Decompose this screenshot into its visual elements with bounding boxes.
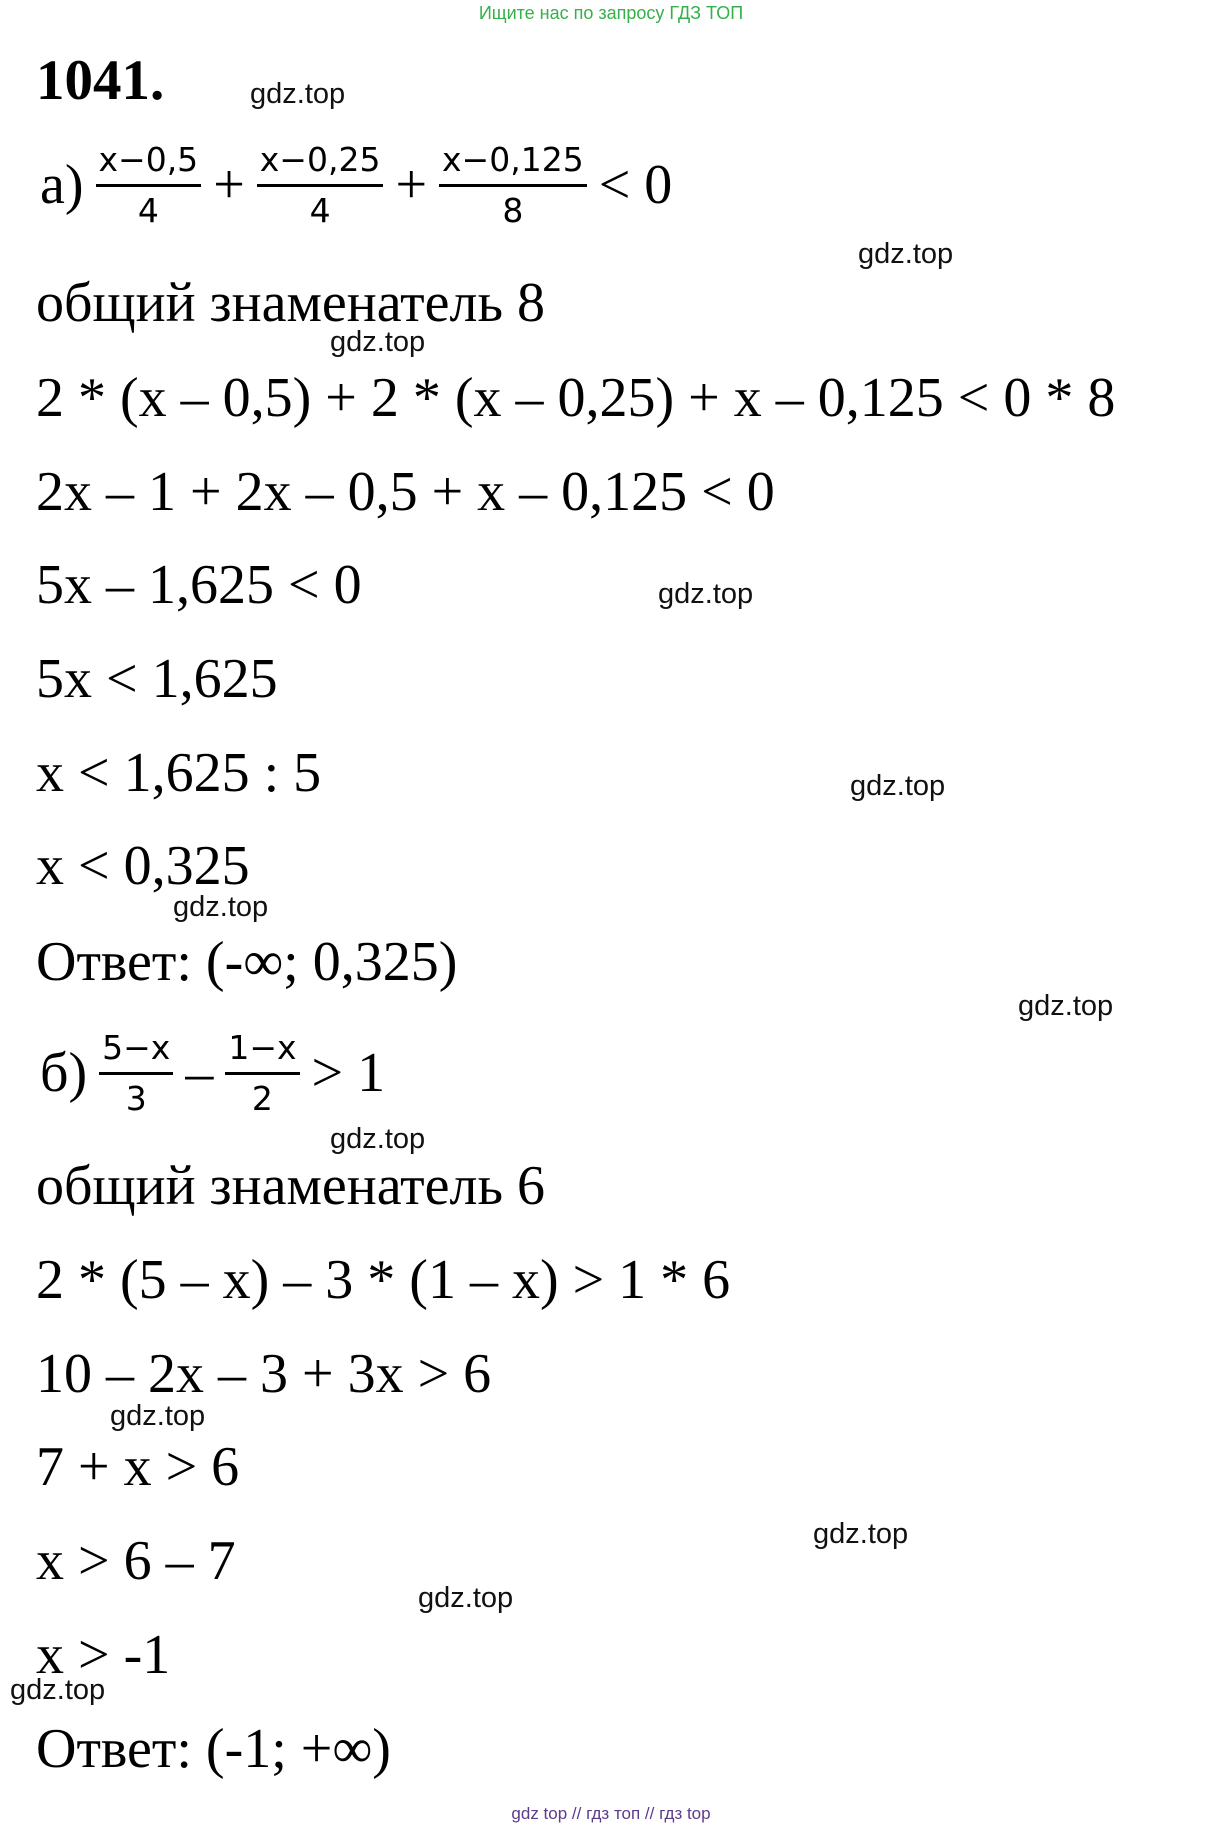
watermark: gdz.top — [110, 1400, 206, 1432]
step-line: x > -1 — [36, 1624, 171, 1686]
step-line: общий знаменатель 6 — [36, 1155, 545, 1217]
part-b-inequality — [36, 1028, 389, 1118]
fraction — [257, 140, 384, 230]
step-line: 7 + x > 6 — [36, 1436, 240, 1498]
step-line: x < 0,325 — [36, 835, 250, 897]
denominator: 4 — [137, 190, 159, 230]
inequality-tail: > 1 — [311, 1042, 386, 1105]
fraction — [99, 1028, 173, 1118]
watermark: gdz.top — [813, 1518, 909, 1550]
numerator: x−0,125 — [439, 140, 587, 187]
step-line: 2 * (x – 0,5) + 2 * (x – 0,25) + x – 0,125 < 0 * 8 — [36, 367, 1116, 429]
watermark: gdz.top — [330, 1123, 426, 1155]
step-line: 5x < 1,625 — [36, 648, 278, 710]
step-line: x > 6 – 7 — [36, 1530, 236, 1592]
inequality-tail: < 0 — [598, 154, 673, 217]
part-a-inequality — [36, 140, 676, 230]
fraction — [439, 140, 587, 230]
plus-sign: + — [213, 154, 245, 217]
step-line: 2x – 1 + 2x – 0,5 + x – 0,125 < 0 — [36, 461, 775, 523]
part-a-label: а) — [40, 154, 84, 217]
step-line: 10 – 2x – 3 + 3x > 6 — [36, 1343, 492, 1405]
numerator: 1−x — [225, 1028, 299, 1075]
watermark: gdz.top — [250, 78, 346, 110]
denominator: 8 — [502, 190, 524, 230]
watermark: gdz.top — [173, 891, 269, 923]
denominator: 4 — [309, 190, 331, 230]
footer-links: gdz top // гдз топ // гдз top — [511, 1804, 711, 1823]
step-line: общий знаменатель 8 — [36, 272, 545, 334]
part-b-label: б) — [40, 1042, 88, 1105]
numerator: x−0,25 — [257, 140, 384, 187]
watermark: gdz.top — [658, 578, 754, 610]
fraction — [225, 1028, 299, 1118]
watermark: gdz.top — [10, 1674, 106, 1706]
step-line: 5x – 1,625 < 0 — [36, 554, 362, 616]
denominator: 2 — [251, 1078, 273, 1118]
plus-sign: + — [395, 154, 428, 217]
top-banner: Ищите нас по запросу ГДЗ ТОП — [478, 3, 744, 23]
watermark: gdz.top — [1018, 990, 1114, 1022]
answer-line: Ответ: (-∞; 0,325) — [36, 931, 458, 993]
step-line: 2 * (5 – x) – 3 * (1 – x) > 1 * 6 — [36, 1249, 731, 1311]
watermark: gdz.top — [858, 238, 954, 270]
problem-number: 1041. — [36, 49, 165, 112]
step-line: x < 1,625 : 5 — [36, 742, 322, 804]
watermark: gdz.top — [418, 1582, 514, 1614]
minus-sign: – — [185, 1042, 214, 1105]
watermark: gdz.top — [330, 326, 426, 358]
denominator: 3 — [125, 1078, 147, 1118]
watermark: gdz.top — [850, 770, 946, 802]
fraction — [96, 140, 202, 230]
answer-line: Ответ: (-1; +∞) — [36, 1718, 391, 1780]
numerator: 5−x — [99, 1028, 173, 1075]
numerator: x−0,5 — [96, 140, 202, 187]
